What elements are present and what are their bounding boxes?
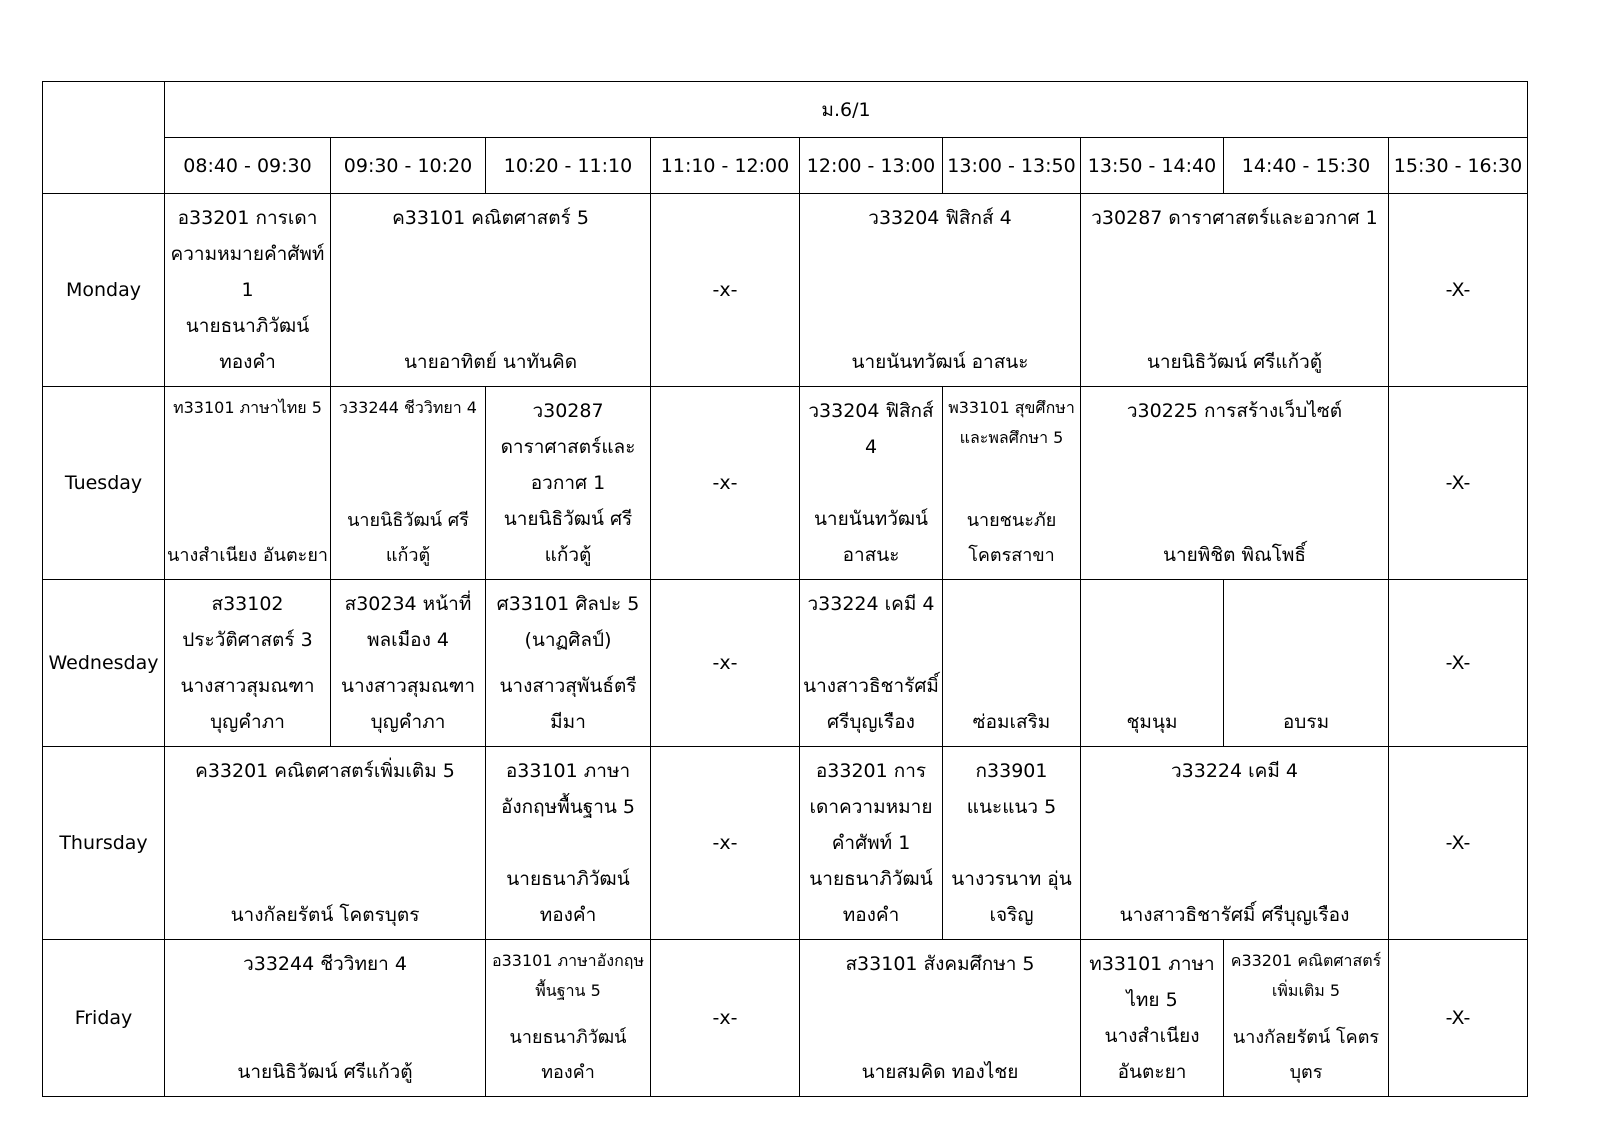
teacher-label: นางกัลยรัตน์ โคตรบุตร <box>1232 1027 1380 1083</box>
lunch-break-cell: -x- <box>651 387 800 580</box>
row-wednesday <box>43 580 1528 747</box>
subject-label: ว33224 เคมี 4 <box>1170 760 1298 782</box>
class-cell <box>331 387 486 580</box>
subject-label: ท33101 ภาษาไทย 5 <box>1089 953 1215 1011</box>
teacher-label: นายธนาภิวัฒน์ ทองคำ <box>185 315 310 373</box>
lunch-break-cell: -x- <box>651 747 800 940</box>
subject-label: ท33101 ภาษาไทย 5 <box>173 398 322 417</box>
teacher-label: นายนันทวัฒน์ อาสนะ <box>813 508 929 566</box>
row-thursday <box>43 747 1528 940</box>
lunch-break-cell: -x- <box>651 940 800 1097</box>
subject-label: อ33201 การเดาความหมายคำศัพท์ 1 <box>809 760 933 854</box>
teacher-label: นางกัลยรัตน์ โคตรบุตร <box>230 904 420 926</box>
corner-cell <box>43 82 165 194</box>
class-cell <box>486 387 651 580</box>
subject-label: ค33201 คณิตศาสตร์เพิ่มเติม 5 <box>195 760 455 782</box>
teacher-label: นางสำเนียง อันตะยา <box>1104 1025 1200 1083</box>
empty-slot-cell: -X- <box>1389 580 1528 747</box>
subject-label: ว30225 การสร้างเว็บไซต์ <box>1126 400 1343 422</box>
subject-label: ก33901 แนะแนว 5 <box>966 760 1057 818</box>
activity-label: ชุมนุม <box>1126 711 1178 733</box>
class-cell <box>165 747 486 940</box>
subject-label: ว33244 ชีววิทยา 4 <box>339 398 477 417</box>
time-slot-6: 13:00 - 13:50 <box>943 138 1081 194</box>
class-cell <box>943 387 1081 580</box>
teacher-label: นายพิชิต พิณโพธิ์ <box>1162 544 1307 566</box>
activity-cell <box>1224 580 1389 747</box>
class-cell <box>1081 387 1389 580</box>
class-cell <box>800 580 943 747</box>
time-slot-4: 11:10 - 12:00 <box>651 138 800 194</box>
teacher-label: นางสำเนียง อันตะยา <box>167 545 328 566</box>
subject-label: ว30287 ดาราศาสตร์และอวกาศ 1 <box>1091 207 1378 229</box>
lunch-break-cell: -x- <box>651 580 800 747</box>
day-label-wednesday: Wednesday <box>43 580 165 747</box>
day-label-tuesday: Tuesday <box>43 387 165 580</box>
empty-slot-cell: -X- <box>1389 747 1528 940</box>
class-cell <box>486 940 651 1097</box>
subject-label: ว30287 ดาราศาสตร์และอวกาศ 1 <box>500 400 636 494</box>
teacher-label: นางสาวสุมณฑา บุญคำภา <box>180 675 315 733</box>
row-monday <box>43 194 1528 387</box>
subject-label: พ33101 สุขศึกษาและพลศึกษา 5 <box>948 398 1075 447</box>
row-tuesday <box>43 387 1528 580</box>
time-slot-5: 12:00 - 13:00 <box>800 138 943 194</box>
activity-label: อบรม <box>1282 711 1330 733</box>
class-cell <box>486 580 651 747</box>
class-cell <box>165 580 331 747</box>
teacher-label: นายสมคิด ทองไชย <box>861 1061 1019 1083</box>
subject-label: ว33224 เคมี 4 <box>807 593 935 615</box>
class-cell <box>1081 940 1224 1097</box>
time-slot-9: 15:30 - 16:30 <box>1389 138 1528 194</box>
class-cell <box>800 940 1081 1097</box>
class-cell <box>1081 194 1389 387</box>
class-cell <box>486 747 651 940</box>
subject-label: ว33244 ชีววิทยา 4 <box>243 953 407 975</box>
time-slot-7: 13:50 - 14:40 <box>1081 138 1224 194</box>
activity-cell <box>943 580 1081 747</box>
class-cell <box>800 194 1081 387</box>
subject-label: อ33101 ภาษาอังกฤษพื้นฐาน 5 <box>492 951 644 1000</box>
teacher-label: นายธนาภิวัฒน์ ทองคำ <box>509 1027 627 1083</box>
empty-slot-cell: -X- <box>1389 194 1528 387</box>
teacher-label: นายนิธิวัฒน์ ศรีแก้วตู้ <box>237 1061 413 1083</box>
class-cell <box>165 194 331 387</box>
day-label-thursday: Thursday <box>43 747 165 940</box>
teacher-label: นายธนาภิวัฒน์ ทองคำ <box>809 868 933 926</box>
subject-label: ศ33101 ศิลปะ 5 (นาฏศิลป์) <box>496 593 640 651</box>
subject-label: อ33101 ภาษาอังกฤษพื้นฐาน 5 <box>500 760 635 818</box>
subject-label: ค33101 คณิตศาสตร์ 5 <box>392 207 589 229</box>
time-slot-2: 09:30 - 10:20 <box>331 138 486 194</box>
time-slot-3: 10:20 - 11:10 <box>486 138 651 194</box>
teacher-label: นายนิธิวัฒน์ ศรีแก้วตู้ <box>347 510 469 566</box>
teacher-label: นางสาวธิชารัศมิ์ ศรีบุญเรือง <box>1119 904 1350 926</box>
class-cell <box>1224 940 1389 1097</box>
teacher-label: นายนันทวัฒน์ อาสนะ <box>851 351 1029 373</box>
subject-label: ว33204 ฟิสิกส์ 4 <box>868 207 1012 229</box>
activity-cell <box>1081 580 1224 747</box>
time-slot-8: 14:40 - 15:30 <box>1224 138 1389 194</box>
class-cell <box>800 387 943 580</box>
subject-label: อ33201 การเดาความหมายคำศัพท์ 1 <box>170 207 325 301</box>
subject-label: ค33201 คณิตศาสตร์เพิ่มเติม 5 <box>1230 951 1382 1000</box>
subject-label: ส30234 หน้าที่พลเมือง 4 <box>344 593 472 651</box>
teacher-label: นางสาวสุมณฑา บุญคำภา <box>340 675 476 733</box>
class-cell <box>943 747 1081 940</box>
class-cell <box>331 580 486 747</box>
day-label-monday: Monday <box>43 194 165 387</box>
class-cell <box>331 194 651 387</box>
timetable <box>42 81 1528 1097</box>
time-slot-1: 08:40 - 09:30 <box>165 138 331 194</box>
empty-slot-cell: -X- <box>1389 940 1528 1097</box>
teacher-label: นางวรนาท อุ่นเจริญ <box>951 868 1072 926</box>
class-cell <box>800 747 943 940</box>
lunch-break-cell: -x- <box>651 194 800 387</box>
class-cell <box>165 387 331 580</box>
subject-label: ส33102 ประวัติศาสตร์ 3 <box>182 593 313 651</box>
empty-slot-cell: -X- <box>1389 387 1528 580</box>
teacher-label: นายธนาภิวัฒน์ ทองคำ <box>506 868 630 926</box>
subject-label: ว33204 ฟิสิกส์ 4 <box>808 400 934 458</box>
class-cell <box>165 940 486 1097</box>
teacher-label: นายอาทิตย์ นาทันคิด <box>403 351 578 373</box>
teacher-label: นางสาวธิชารัศมิ์ ศรีบุญเรือง <box>803 675 939 733</box>
class-title: ม.6/1 <box>165 82 1528 138</box>
teacher-label: นางสาวสุพันธ์ตรี มีมา <box>499 675 637 733</box>
class-cell <box>1081 747 1389 940</box>
teacher-label: นายนิธิวัฒน์ ศรีแก้วตู้ <box>1146 351 1323 373</box>
subject-label: ส33101 สังคมศึกษา 5 <box>845 953 1035 975</box>
teacher-label: นายนิธิวัฒน์ ศรีแก้วตู้ <box>503 508 633 566</box>
activity-label: ซ่อมเสริม <box>972 711 1051 733</box>
teacher-label: นายชนะภัย โคตรสาขา <box>966 510 1057 566</box>
row-friday <box>43 940 1528 1097</box>
day-label-friday: Friday <box>43 940 165 1097</box>
